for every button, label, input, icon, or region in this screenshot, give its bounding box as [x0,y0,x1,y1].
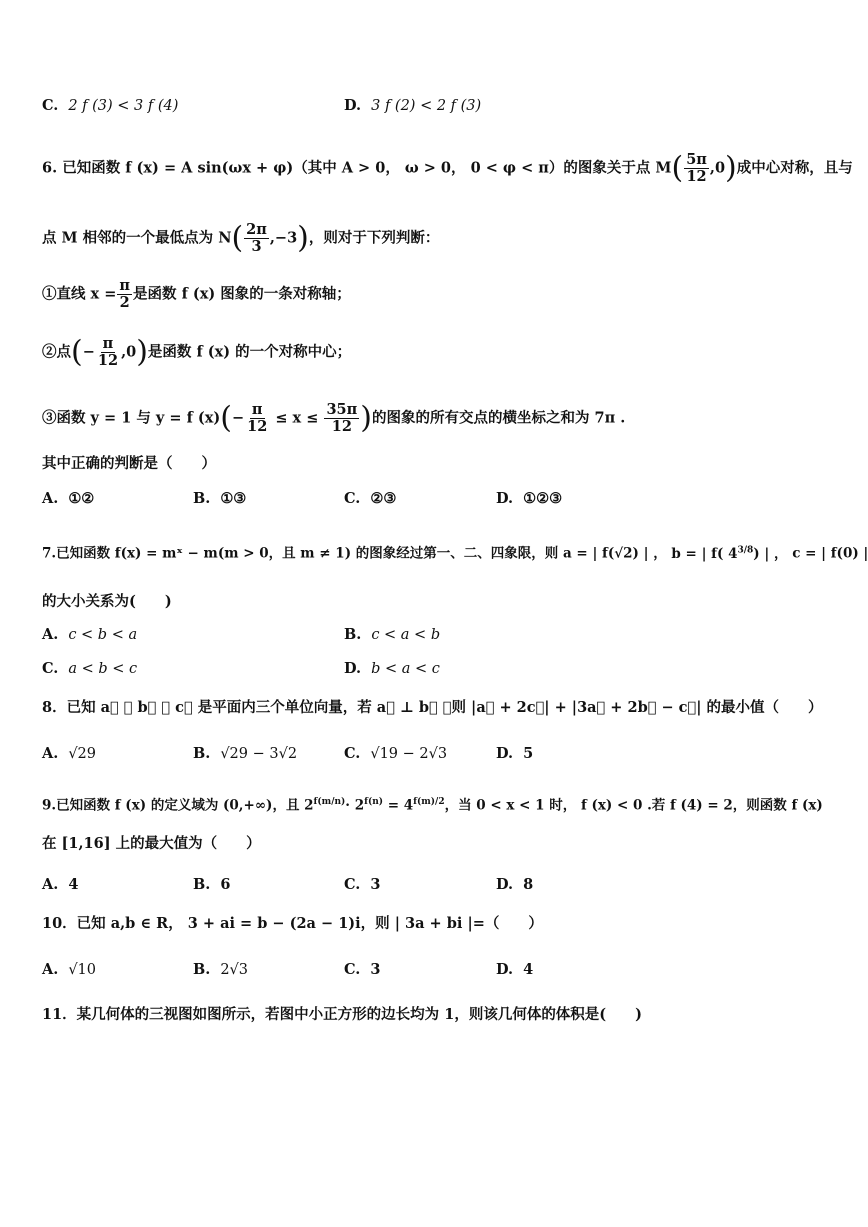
q7-line1-text: 7.已知函数 f(x) = mˣ − m(m > 0，且 m ≠ 1) 的图象经过第一、二、四象限，则 a = | f(√2) | ， [42,545,667,562]
q10-option-b: B. 2√3 [193,961,249,978]
q9-option-d: D. 8 [496,876,534,893]
q10-line1: 10．已知 a,b ∈ R， 3 + ai = b − (2a − 1)i，则 | 3a + bi |=（ ） [42,915,543,932]
q6-point-m-frac: $\frac{5\pi}{12}$ [686,151,707,185]
q5-option-d-label: D. [344,97,362,114]
q5-option-c-text: 2 f (3) < 3 f (4) [68,98,179,114]
q5-option-d-text: 3 f (2) < 2 f (3) [371,98,482,114]
q6-line2-a: 点 M 相邻的一个最低点为 N [42,229,232,247]
q7-c-expression: c = | f(0) | [792,545,868,562]
q6-option-c: C. ②③ [344,490,397,507]
q10-option-c: C. 3 [344,961,381,978]
q7-option-c: C. a < b < c [42,660,138,677]
q6-s3-frac2: $\frac{35\pi}{12}$ [326,401,358,435]
q9-option-b: B. 6 [193,876,231,893]
q5-option-c-label: C. [42,97,59,114]
q8-option-b: B. √29 − 3√2 [193,745,298,762]
q7-b-expression: b = | f( $4^{3/8}$) | ， [671,545,788,562]
q9-option-c: C. 3 [344,876,381,893]
q6-option-d: D. ①②③ [496,490,563,507]
q7-line2: 的大小关系为( ) [42,593,172,610]
q6-s1-frac: $\frac{\pi}{2}$ [119,277,131,311]
q6-line2: 点 M 相邻的一个最低点为 N( $\frac{2\pi}{3}$ ,−3)，则对于下列判断： [42,220,440,256]
q6-line2-b: ，则对于下列判断： [308,229,440,247]
q9-option-a: A. 4 [42,876,79,893]
q10-option-d: D. 4 [496,961,534,978]
q6-prompt: 其中正确的判断是（ ） [42,455,216,472]
q6-line1-a: 已知函数 f (x) = A sin(ωx + φ)（其中 A > 0， ω > 0， 0 < φ < π）的图象关于点 M [62,159,672,177]
q6-option-b: B. ①③ [193,490,247,507]
q6-line1-b: 成中心对称，且与 [736,159,853,177]
q6-number: 6. [42,159,58,177]
q6-statement-1: ①直线 x = $\frac{\pi}{2}$ 是函数 f (x) 图象的一条对称轴； [42,277,351,311]
q6-s3-frac1: $\frac{\pi}{12}$ [247,401,268,435]
q8-option-c: C. √19 − 2√3 [344,745,448,762]
q7-line1 [42,540,868,564]
q8-option-a: A. √29 [42,745,97,762]
q9-line2: 在 [1,16] 上的最大值为（ ） [42,835,261,852]
q6-line1: 6. 已知函数 f (x) = A sin(ωx + φ)（其中 A > 0， ω > 0， 0 < φ < π）的图象关于点 M( $\frac{5\pi}{12}$ ,0)成中心对称，且与 [42,150,853,186]
q6-point-n-frac: $\frac{2\pi}{3}$ [246,221,267,255]
q8-line1: 8．已知 a⃗ ， b⃗ ， c⃗ 是平面内三个单位向量，若 a⃗ ⊥ b⃗ ，则 |a⃗ + 2c⃗| + |3a⃗ + 2b⃗ − c⃗| 的最小值（ ） [42,699,823,716]
q11-line1: 11．某几何体的三视图如图所示，若图中小正方形的边长均为 1，则该几何体的体积是( ) [42,1006,643,1023]
q7-option-a: A. c < b < a [42,626,138,643]
q10-option-a: A. √10 [42,961,97,978]
q6-statement-3: ③函数 y = 1 与 y = f (x)(− $\frac{\pi}{12}$ ≤ x ≤ $\frac{35\pi}{12}$ )的图象的所有交点的横坐标之和为 7π . [42,400,626,436]
q6-statement-2: ②点(− $\frac{\pi}{12}$ ,0)是函数 f (x) 的一个对称中心； [42,334,352,370]
q5-option-d [344,96,481,116]
q6-s2-frac: $\frac{\pi}{12}$ [97,335,119,369]
q7-option-b: B. c < a < b [344,626,441,643]
q6-option-a: A. ①② [42,490,95,507]
q7-option-d: D. b < a < c [344,660,440,677]
q9-line1: 9.已知函数 f (x) 的定义域为 (0,+∞)，且 $2^{f(m/n)}\cdot 2^{f(n)} = 4^{f(m)/2}$，当 0 < x < 1 时， f (x) < 0 .若 f (4) = 2，则函数 f (x) [42,797,823,814]
q8-option-d: D. 5 [496,745,534,762]
q5-option-c [42,96,178,116]
